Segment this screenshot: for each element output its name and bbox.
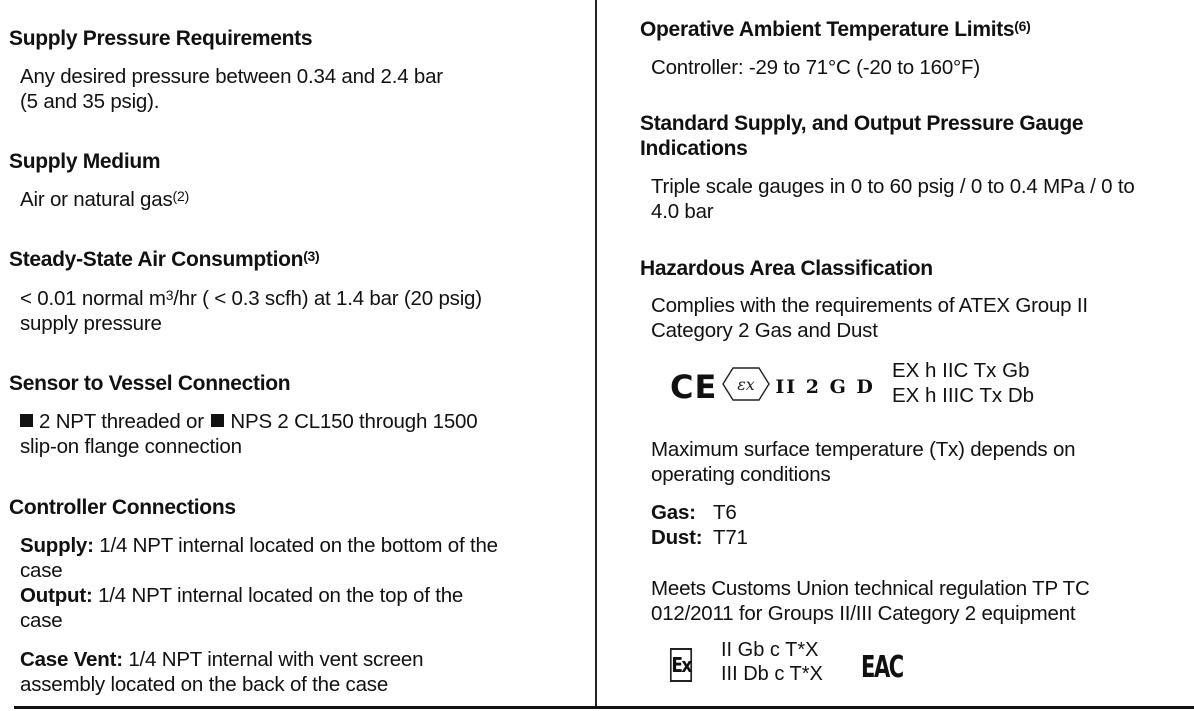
heading-text: Steady-State Air Consumption: [9, 248, 304, 271]
bottom-rule: [14, 706, 1194, 709]
item-text-cont: case: [20, 609, 63, 632]
option-text: NPS 2 CL150 through 1500: [230, 410, 478, 433]
heading-text: Sensor to Vessel Connection: [9, 372, 291, 395]
heading-text: Supply Medium: [9, 150, 161, 173]
body-text: Air or natural gas: [20, 188, 173, 211]
column-divider: [595, 0, 597, 707]
body-line: 4.0 bar: [651, 200, 714, 223]
sensor-connection-text: [20, 409, 477, 459]
body-line: (5 and 35 psig).: [20, 90, 160, 113]
customs-union-text: [651, 576, 1090, 626]
heading-text: Controller Connections: [9, 496, 236, 519]
supply-pressure-text: [20, 64, 443, 114]
checkbox-square-icon: [211, 414, 224, 427]
supply-medium-text: [20, 187, 189, 212]
heading-text: Supply Pressure Requirements: [9, 27, 313, 50]
marking-line: III Db c T*X: [721, 663, 823, 685]
hazardous-area-text: [651, 293, 1088, 343]
ex-box-icon: [670, 648, 692, 682]
heading-supply-medium: [9, 149, 160, 174]
footnote-ref: (3): [303, 248, 320, 264]
superscript: 3: [165, 287, 174, 303]
heading-controller-connections: [9, 495, 236, 520]
heading-gauge-indications: [640, 111, 1083, 161]
temp-class-value: T6: [713, 501, 737, 524]
temp-class-value: T71: [713, 526, 748, 549]
body-line: Category 2 Gas and Dust: [651, 319, 878, 342]
body-line: Triple scale gauges in 0 to 60 psig / 0 to 0.4 MPa / 0 to: [651, 175, 1135, 198]
heading-hazardous-area: [640, 256, 933, 281]
heading-supply-pressure: [9, 26, 312, 51]
body-line: 012/2011 for Groups II/III Category 2 equipment: [651, 602, 1076, 625]
eac-mark-icon: EAC: [861, 650, 903, 685]
connection-item-output: [20, 583, 498, 633]
body-line: [20, 409, 477, 434]
item-text-cont: case: [20, 559, 63, 582]
ex-markings: [892, 358, 1034, 408]
footnote-ref: (6): [1014, 18, 1031, 34]
heading-text: Operative Ambient Temperature Limits: [640, 18, 1015, 41]
heading-ambient-temperature: [640, 17, 1031, 42]
checkbox-square-icon: [20, 414, 33, 427]
body-text: /hr ( < 0.3 scfh) at 1.4 bar (20 psig): [173, 287, 482, 310]
temp-class-dust: [651, 525, 748, 550]
item-text: 1/4 NPT internal located on the bottom of the: [93, 534, 498, 557]
item-text: 1/4 NPT internal with vent screen: [122, 648, 424, 671]
heading-text: Indications: [640, 137, 748, 160]
controller-connections-text: [20, 533, 498, 697]
heading-sensor-connection: [9, 371, 290, 396]
body-line: operating conditions: [651, 463, 831, 486]
body-line: Meets Customs Union technical regulation TP TC: [651, 577, 1090, 600]
svg-text:εx: εx: [737, 375, 756, 394]
ex-hexagon-icon: [721, 366, 771, 407]
footnote-ref: (2): [172, 188, 190, 204]
atex-code: II 2 G D: [775, 375, 875, 398]
temp-class-label: Gas:: [651, 501, 696, 524]
item-text: 1/4 NPT internal located on the top of the: [92, 584, 464, 607]
ex-box-text: Ex: [671, 653, 691, 677]
body-line: supply pressure: [20, 312, 162, 335]
marking-line: II Gb c T*X: [721, 639, 819, 661]
connection-item-supply: [20, 533, 498, 583]
eac-markings: [721, 638, 823, 686]
body-text: < 0.01 normal m: [20, 287, 166, 310]
body-line: Complies with the requirements of ATEX Group II: [651, 294, 1088, 317]
surface-temperature-text: [651, 437, 1075, 487]
ce-mark-icon: CE: [670, 367, 718, 406]
item-text-cont: assembly located on the back of the case: [20, 673, 389, 696]
option-text: 2 NPT threaded or: [39, 410, 204, 433]
temperature-classes: [651, 500, 748, 550]
temp-class-gas: [651, 500, 748, 525]
gauge-indications-text: [651, 174, 1135, 224]
heading-text: Hazardous Area Classification: [640, 257, 933, 280]
connection-item-case-vent: [20, 647, 498, 697]
atex-marking: [670, 366, 875, 407]
marking-line: EX h IIIC Tx Db: [892, 384, 1035, 407]
body-line: Any desired pressure between 0.34 and 2.4 bar: [20, 65, 443, 88]
heading-text: Standard Supply, and Output Pressure Gauge: [640, 112, 1084, 135]
body-line: [20, 286, 482, 311]
body-line: slip-on flange connection: [20, 435, 242, 458]
item-label: Case Vent:: [20, 648, 123, 671]
body-line: Maximum surface temperature (Tx) depends on: [651, 438, 1076, 461]
item-label: Output:: [20, 584, 93, 607]
temp-class-label: Dust:: [651, 526, 703, 549]
heading-air-consumption: [9, 247, 319, 272]
item-label: Supply:: [20, 534, 94, 557]
ambient-temperature-text: Controller: -29 to 71°C (-20 to 160°F): [651, 56, 980, 79]
marking-line: EX h IIC Tx Gb: [892, 359, 1030, 382]
air-consumption-text: [20, 286, 482, 336]
